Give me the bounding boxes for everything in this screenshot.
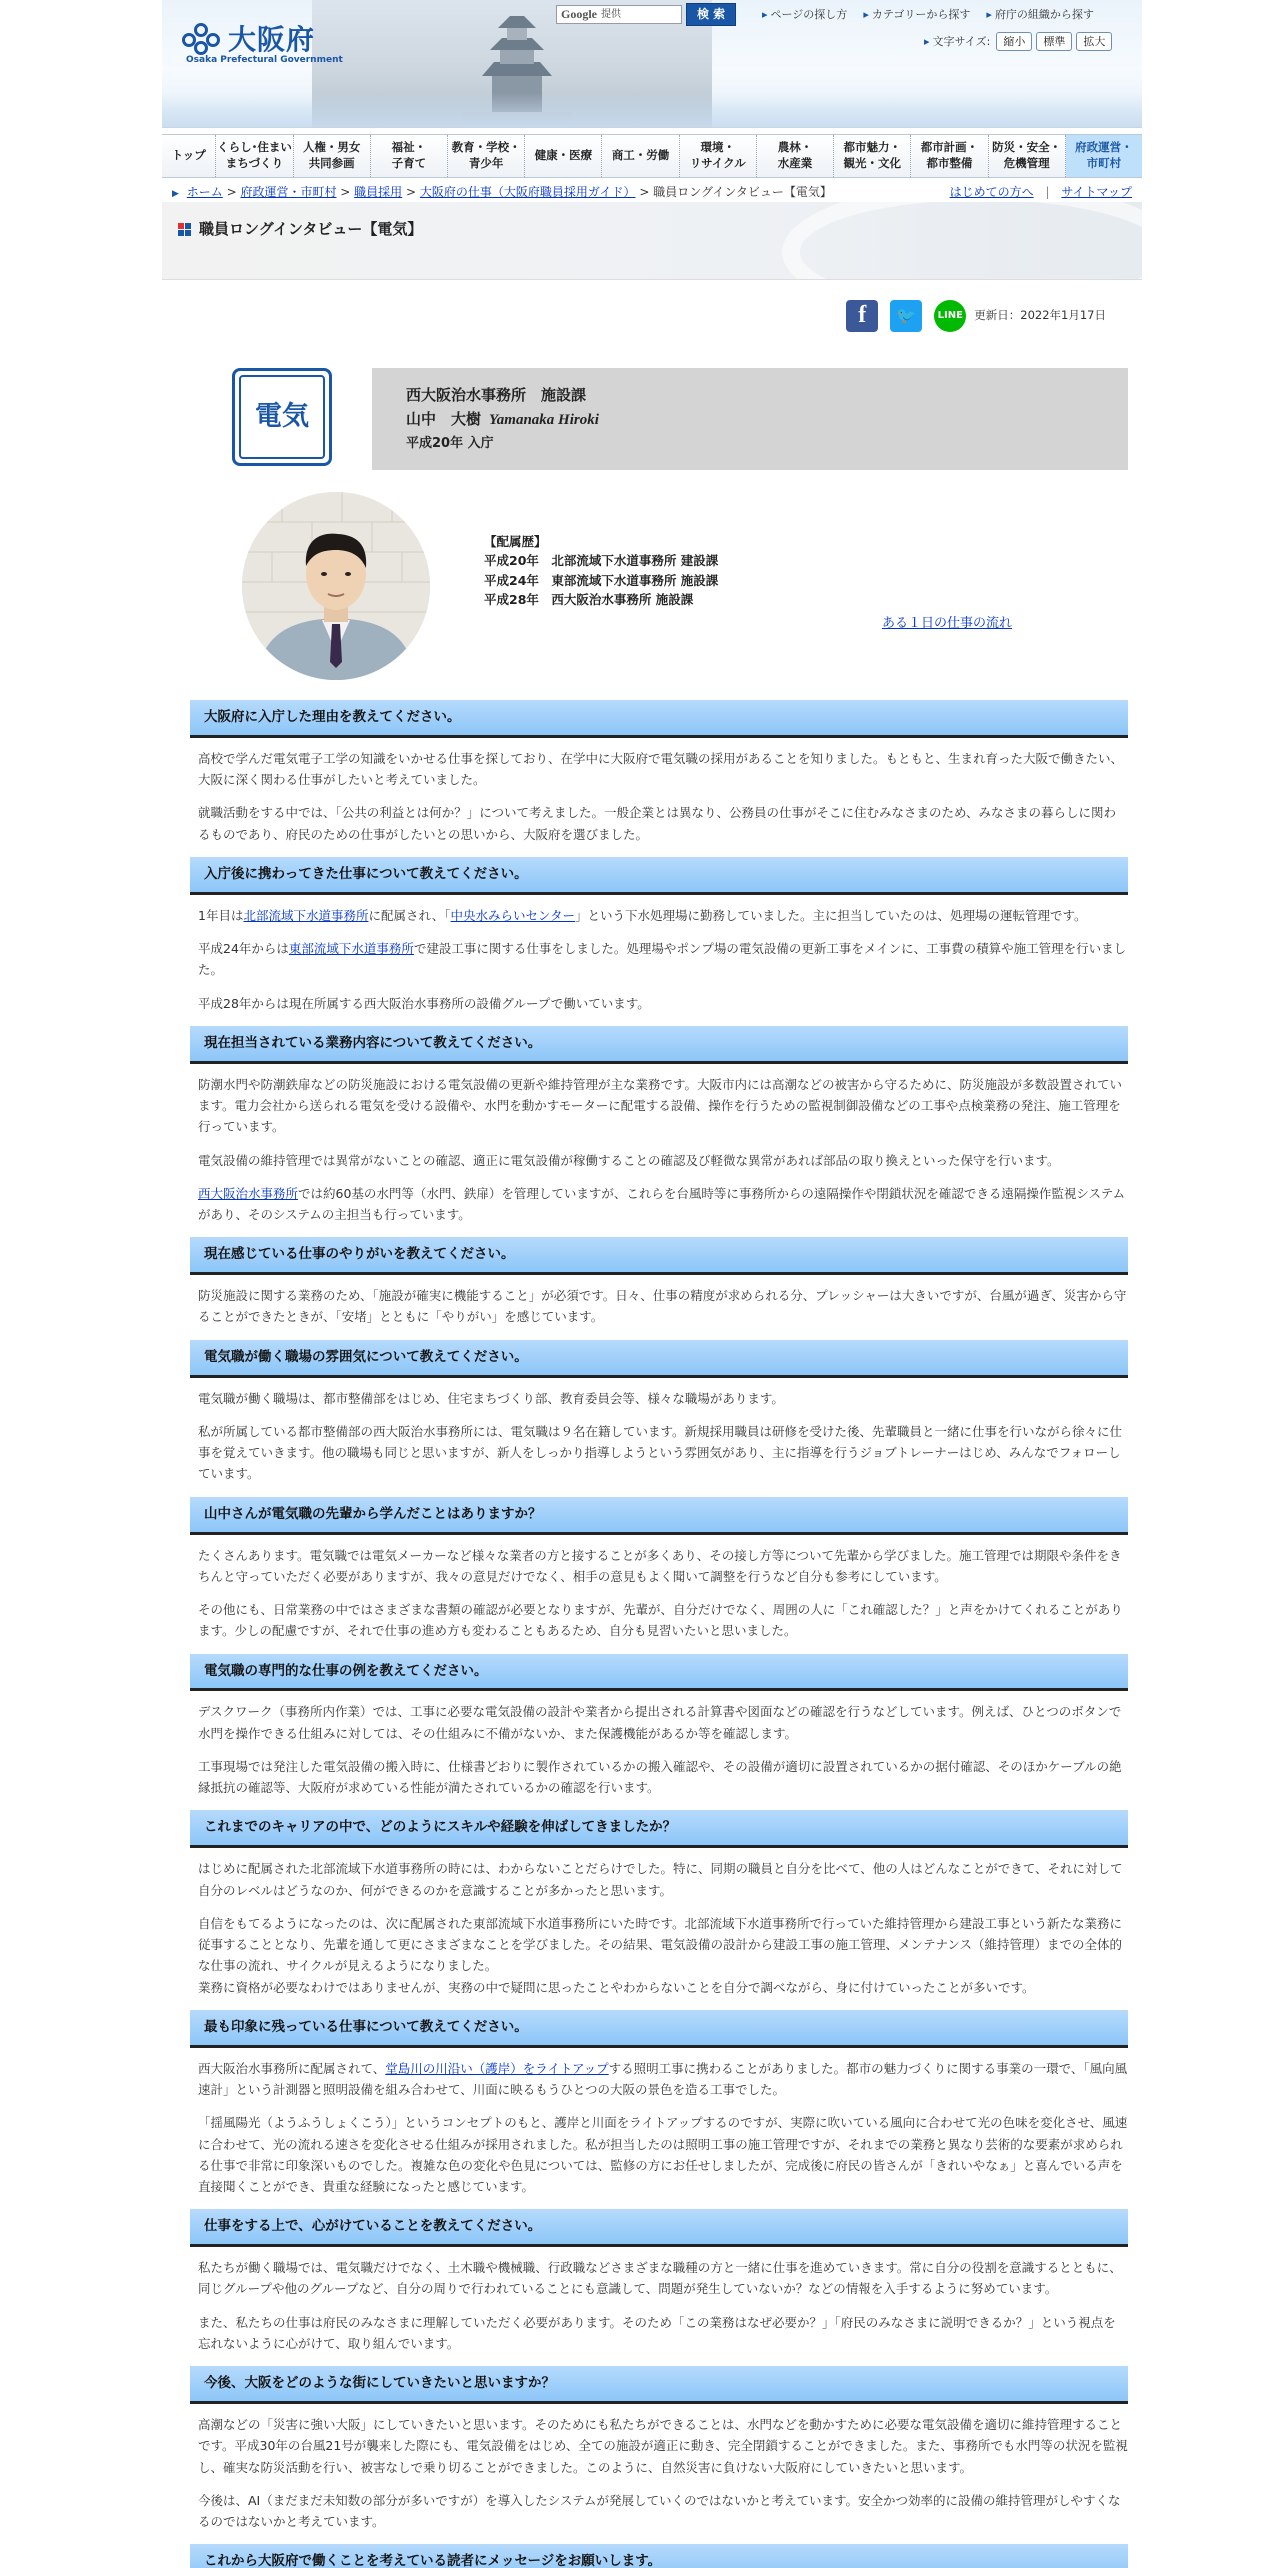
answer-text: 高潮などの「災害に強い大阪」にしていきたいと思います。そのためにも私たちができることは、水門などを動かすために必要な電気設備を適切に維持管理することです。平成30年の台風21号が襲来した際にも、電気設備をはじめ、全ての施設が適正に動き、完全閉鎖することができました。また、事務所でも水門等の状況を監視し、確実な防災活動を行い、被害なしで乗り切ることができました。このように、自然災害に負けない大阪府にしていきたいと思います。 <box>198 2417 1128 2475</box>
answer-text: はじめに配属された北部流域下水道事務所の時には、わからないことだらけでした。特に、同期の職員と自分を比べて、他の人はどんなことができて、それに対して自分のレベルはどうなのか、何ができるのかを意識することが多かったと思います。 <box>198 1861 1123 1898</box>
breadcrumb-sep: > <box>336 184 355 199</box>
sitemap-link[interactable]: サイトマップ <box>1061 184 1132 199</box>
profile-name-box <box>372 368 1128 470</box>
answer-text: 平成24年からは <box>198 941 289 957</box>
answer-text: 私が所属している都市整備部の西大阪治水事務所には、電気職は９名在籍しています。新規採用職員は研修を受けた後、先輩職員と一緒に仕事を行いながら徐々に仕事を覚えていきます。他の職場も同じと思いますが、新人をしっかり指導しようという雰囲気があり、主に指導を行うジョブトレーナーはじめ、みんなでフォローしています。 <box>198 1423 1123 1482</box>
answer-body <box>190 1535 1128 1642</box>
twitter-share-icon[interactable]: 🐦 <box>890 300 922 332</box>
answer-paragraph <box>198 1183 1128 1226</box>
answer-link[interactable]: 北部流域下水道事務所 <box>243 907 369 923</box>
question-heading: 現在担当されている業務内容について教えてください。 <box>190 1026 1128 1064</box>
nav-item-commerce[interactable]: 商工・労働 <box>602 135 679 177</box>
font-size-large-button[interactable]: 拡大 <box>1076 32 1112 51</box>
nav-item-education[interactable]: 教育・学校・ 青少年 <box>448 135 525 177</box>
answer-text: 電気職が働く職場は、都市整備部をはじめ、住宅まちづくり部、教育委員会等、様々な職場があります。 <box>198 1390 784 1406</box>
nav-item-agriculture[interactable]: 農林・ 水産業 <box>757 135 834 177</box>
breadcrumb-recruit[interactable]: 職員採用 <box>354 184 403 199</box>
share-bar <box>162 280 1142 352</box>
answer-paragraph <box>198 938 1128 981</box>
answer-body <box>190 1275 1128 1328</box>
logo-english: Osaka Prefectural Government <box>186 55 343 65</box>
answer-text: 防災施設に関する業務のため、「施設が確実に機能すること」が必須です。日々、仕事の精度が求められる分、プレッシャーは大きいですが、台風が過ぎ、災害から守ることができたときが、「安堵」とともに「やりがい」を感じています。 <box>198 1288 1127 1325</box>
separator: | <box>1045 184 1050 199</box>
breadcrumb-current: 職員ロングインタビュー【電気】 <box>653 184 832 199</box>
question-heading: 電気職の専門的な仕事の例を教えてください。 <box>190 1654 1128 1692</box>
search-button[interactable]: 検 索 <box>686 3 736 26</box>
site-search <box>556 3 736 26</box>
question-heading: 現在感じている仕事のやりがいを教えてください。 <box>190 1237 1128 1275</box>
question-heading: 最も印象に残っている仕事について教えてください。 <box>190 2010 1128 2048</box>
search-input[interactable] <box>556 5 682 24</box>
search-placeholder: 提供 <box>601 8 621 20</box>
answer-text: 就職活動をする中では、「公共の利益とは何か？」について考えました。一般企業とは異なり、公務員の仕事がそこに住むみなさまのため、みなさまの暮らしに関わるものであり、府民のための仕事がしたいとの思いから、大阪府を選びました。 <box>198 805 1117 842</box>
header-link-category[interactable]: ▸ カテゴリーから探す <box>863 6 970 23</box>
profile-name-jp: 山中 大樹 <box>406 410 482 429</box>
decorative-swoosh <box>782 202 1142 280</box>
question-heading: 電気職が働く職場の雰囲気について教えてください。 <box>190 1340 1128 1378</box>
answer-paragraph <box>198 748 1128 791</box>
answer-text: たくさんあります。電気職では電気メーカーなど様々な業者の方と接することが多くあり、その接し方等について先輩から学びました。施工管理では期限や条件をきちんと守っていただく必要がありますが、我々の意見だけでなく、相手の意見もよく聞いて調整を行うなど自分も参考にしています。 <box>198 1547 1122 1584</box>
nav-item-welfare[interactable]: 福祉・ 子育て <box>371 135 448 177</box>
breadcrumb-sep: > <box>635 184 654 199</box>
answer-paragraph <box>198 2058 1128 2101</box>
answer-paragraph <box>198 1285 1128 1328</box>
question-heading: 大阪府に入庁した理由を教えてください。 <box>190 700 1128 738</box>
first-time-link[interactable]: はじめての方へ <box>949 184 1034 199</box>
answer-link[interactable]: 中央水みらいセンター <box>450 907 575 923</box>
nav-item-human-rights[interactable]: 人権・男女 共同参画 <box>294 135 371 177</box>
profile-name <box>406 408 1128 432</box>
answer-paragraph <box>198 1545 1128 1588</box>
profile-name-en: Yamanaka Hiroki <box>489 412 599 429</box>
answer-body <box>190 1064 1128 1226</box>
answer-paragraph <box>198 2257 1128 2300</box>
answer-link[interactable]: 東部流域下水道事務所 <box>288 941 414 957</box>
breadcrumb-sep: > <box>222 184 241 199</box>
career-section <box>242 492 1142 688</box>
career-item: 平成28年 西大阪治水事務所 施設課 <box>484 592 694 608</box>
answer-text: 西大阪治水事務所に配属されて、 <box>198 2060 386 2076</box>
font-size-normal-button[interactable]: 標準 <box>1036 32 1072 51</box>
answer-text: 防潮水門や防潮鉄扉などの防災施設における電気設備の更新や維持管理が主な業務です。大阪市内には高潮などの被害から守るために、防災施設が多数設置されています。電力会社から送られる電気を受ける設備や、水門を動かすモーターに配電する設備、操作を行うための監視制御設備などの工事や点検業務の発注、施工管理を行っています。 <box>198 1076 1123 1135</box>
google-brand: Google <box>561 7 597 21</box>
font-size-label: ▸ 文字サイズ: <box>924 33 990 50</box>
answer-body <box>190 895 1128 1014</box>
answer-paragraph <box>198 802 1128 845</box>
nav-item-culture[interactable]: 都市魅力・ 観光・文化 <box>834 135 911 177</box>
answer-text: 」という下水処理場に勤務していました。主に担当していたのは、処理場の運転管理です。 <box>575 907 1087 923</box>
global-nav <box>162 134 1142 178</box>
question-heading: これから大阪府で働くことを考えている読者にメッセージをお願いします。 <box>190 2544 1128 2568</box>
career-item: 平成24年 東部流域下水道事務所 施設課 <box>484 572 719 588</box>
answer-paragraph <box>198 1074 1128 1138</box>
answer-text: で建設工事に関する仕事をしました。処理場やポンプ場の電気設備の更新工事をメインに、工事費の積算や施工管理を行いました。 <box>198 941 1127 978</box>
nav-item-top[interactable]: トップ <box>162 135 216 177</box>
answer-text: 平成28年からは現在所属する西大阪治水事務所の設備グループで働いています。 <box>198 995 650 1011</box>
interview-qa <box>190 700 1128 2568</box>
answer-paragraph <box>198 2312 1128 2355</box>
question-heading: 今後、大阪をどのような街にしていきたいと思いますか？ <box>190 2366 1128 2404</box>
answer-body <box>190 1848 1128 1998</box>
answer-paragraph <box>198 1150 1128 1171</box>
profile-header <box>232 368 1128 470</box>
nav-item-environment[interactable]: 環境・ リサイクル <box>680 135 757 177</box>
answer-text: 1年目は <box>198 907 244 923</box>
breadcrumb <box>162 178 1142 202</box>
answer-paragraph <box>198 1701 1128 1744</box>
question-heading: 入庁後に携わってきた仕事について教えてください。 <box>190 857 1128 895</box>
answer-text: 電気設備の維持管理では異常がないことの確認、適正に電気設備が稼働することの確認及び軽微な異常があれば部品の取り換えといった保守を行います。 <box>198 1152 1060 1168</box>
career-item: 平成20年 北部流域下水道事務所 建設課 <box>484 553 719 569</box>
font-size-control <box>924 32 1116 51</box>
answer-paragraph <box>198 1421 1128 1485</box>
updated-date: 更新日：2022年1月17日 <box>974 308 1106 323</box>
header-link-organization[interactable]: ▸ 府庁の組織から探す <box>986 6 1094 23</box>
answer-text: また、私たちの仕事は府民のみなさまに理解していただく必要があります。そのため「この業務はなぜ必要か？」「府民のみなさまに説明できるか？」という視点を忘れないように心がけて、取り組んでいます。 <box>198 2314 1116 2351</box>
employee-portrait-image <box>242 492 430 680</box>
profile-joined: 平成20年 入庁 <box>406 435 494 451</box>
answer-text: 自信をもてるようになったのは、次に配属された東部流域下水道事務所にいた時です。北部流域下水道事務所で行っていた維持管理から建設工事という新たな業務に従事することとなり、先輩を通して更にさまざまなことを学びました。その結果、電気設備の設計から建設工事の施工管理、メンテナンス（維持管理）までの全体的な仕事の流れ、サイクルが見えるようになりました。 業務に資格が必要なわけではありませんが、実務の中で疑問に思ったことやわからないことを自分で調べながら、身に付けていったことが多いです。 <box>198 1915 1123 1995</box>
question-heading: 仕事をする上で、心がけていることを教えてください。 <box>190 2209 1128 2247</box>
site-header <box>162 0 1142 128</box>
nav-item-government[interactable]: 府政運営・ 市町村 <box>1066 135 1142 177</box>
facebook-share-icon[interactable]: f <box>846 300 878 332</box>
logo-name: 大阪府 <box>228 23 316 56</box>
answer-body <box>190 2048 1128 2198</box>
breadcrumb-government[interactable]: 府政運営・市町村 <box>240 184 337 199</box>
answer-paragraph <box>198 1599 1128 1642</box>
profile-department: 西大阪治水事務所 施設課 <box>406 386 587 404</box>
title-squares-icon <box>178 223 191 236</box>
answer-paragraph <box>198 2112 1128 2197</box>
one-day-link[interactable]: ある１日の仕事の流れ <box>882 616 1013 631</box>
question-heading: 山中さんが電気職の先輩から学んだことはありますか？ <box>190 1497 1128 1535</box>
header-links <box>762 6 1110 23</box>
answer-text: 今後は、AI（まだまだ未知数の部分が多いですが）を導入したシステムが発展していくのではないかと考えています。安全かつ効率的に設備の維持管理がしやすくなるのではないかと考えています。 <box>198 2492 1121 2530</box>
answer-body <box>190 738 1128 845</box>
question-heading: これまでのキャリアの中で、どのようにスキルや経験を伸ばしてきましたか？ <box>190 1810 1128 1848</box>
osaka-emblem-icon <box>182 23 224 57</box>
breadcrumb-guide[interactable]: 大阪府の仕事（大阪府職員採用ガイド） <box>419 184 636 199</box>
answer-text: デスクワーク（事務所内作業）では、工事に必要な電気設備の設計や業者から提出される計算書や図面などの確認を行うなどしています。例えば、ひとつのボタンで水門を操作できる仕組みに対しては、その仕組みに不備がないか、また保護機能があるか等を確認します。 <box>198 1704 1122 1741</box>
answer-text: 「揺風陽光（ようふうしょくこう）」というコンセプトのもと、護岸と川面をライトアップするのですが、実際に吹いている風向に合わせて光の色味を変化させ、風速に合わせて、光の流れる速さを変化させる仕組みが採用されました。私が担当したのは照明工事の施工管理ですが、それまでの業務と異なり芸術的な要素が求められる仕事で非常に印象深いものでした。複雑な色の変化や色見については、監修の方にお任せしましたが、完成後に府民の皆さんが「きれいやなぁ」と喜んでいる声を直接聞くことができ、貴重な経験になったと感じています。 <box>198 2115 1128 2195</box>
page-title-band <box>162 202 1142 280</box>
career-title: 【配属歴】 <box>484 534 547 549</box>
answer-paragraph <box>198 905 1128 926</box>
nav-item-safety[interactable]: 防災・安全・ 危機管理 <box>989 135 1066 177</box>
job-type-badge <box>232 368 332 466</box>
employee-photo <box>242 492 430 680</box>
answer-body <box>190 2247 1128 2354</box>
answer-paragraph <box>198 2414 1128 2478</box>
answer-text: では約60基の水門等（水門、鉄扉）を管理していますが、これらを台風時等に事務所からの遠隔操作や閉鎖状況を確認できる遠隔操作監視システムがあり、そのシステムの主担当も行っています。 <box>198 1185 1126 1223</box>
career-list <box>484 532 718 610</box>
answer-paragraph <box>198 993 1128 1014</box>
line-share-icon[interactable]: LINE <box>934 300 966 332</box>
nav-item-living[interactable]: くらし･住まい まちづくり <box>216 135 293 177</box>
nav-item-urban[interactable]: 都市計画・ 都市整備 <box>911 135 988 177</box>
answer-paragraph <box>198 1858 1128 1901</box>
page-title <box>178 218 422 241</box>
answer-text: 高校で学んだ電気電子工学の知識をいかせる仕事を探しており、在学中に大阪府で電気職の採用があることを知りました。もともと、生まれ育った大阪で働きたい、大阪に深く関わる仕事がしたいと考えていました。 <box>198 750 1124 788</box>
answer-link[interactable]: 堂島川の川沿い（護岸）をライトアップ <box>385 2060 609 2076</box>
answer-text: その他にも、日常業務の中ではさまざまな書類の確認が必要となりますが、先輩が、自分だけでなく、周囲の人に「これ確認した？」と声をかけてくれることがあります。少しの配慮ですが、それで仕事の進め方も変わることもあるため、自分も見習いたいと思いました。 <box>198 1602 1123 1639</box>
header-link-howto[interactable]: ▸ ページの探し方 <box>762 6 847 23</box>
answer-body <box>190 1691 1128 1798</box>
answer-paragraph <box>198 1913 1128 1998</box>
answer-body <box>190 2404 1128 2532</box>
breadcrumb-home[interactable]: ホーム <box>186 184 223 199</box>
font-size-small-button[interactable]: 縮小 <box>996 32 1032 51</box>
answer-text: 工事現場では発注した電気設備の搬入時に、仕様書どおりに製作されているかの搬入確認や、その設備が適切に設置されているかの据付確認、そのほかケーブルの絶縁抵抗の確認等、大阪府が求めている性能が満たされているかの確認を行います。 <box>198 1758 1122 1796</box>
answer-link[interactable]: 西大阪治水事務所 <box>198 1185 299 1201</box>
answer-text: 私たちが働く職場では、電気職だけでなく、土木職や機械職、行政職などさまざまな職種の方と一緒に仕事を進めていきます。常に自分の役割を意識するとともに、同じグループや他のグループなど、自分の周りで行われていることにも意識して、問題が発生していないか？などの情報を入手するように努めています。 <box>198 2260 1122 2297</box>
header-wave <box>162 93 1142 127</box>
job-type-label: 電気 <box>239 375 325 459</box>
answer-body <box>190 1378 1128 1485</box>
nav-item-health[interactable]: 健康・医療 <box>525 135 602 177</box>
answer-text: する照明工事に携わることがありました。都市の魅力づくりに関する事業の一環で、「風向風速計」という計測器と照明設備を組み合わせて、川面に映るもうひとつの大阪の景色を造る工事でした。 <box>198 2060 1128 2098</box>
page <box>162 0 1142 2568</box>
page-title-text: 職員ロングインタビュー【電気】 <box>199 220 423 238</box>
answer-paragraph <box>198 2490 1128 2533</box>
answer-text: に配属され、「 <box>368 907 451 923</box>
breadcrumb-sep: > <box>402 184 420 199</box>
answer-paragraph <box>198 1388 1128 1409</box>
answer-paragraph <box>198 1756 1128 1799</box>
